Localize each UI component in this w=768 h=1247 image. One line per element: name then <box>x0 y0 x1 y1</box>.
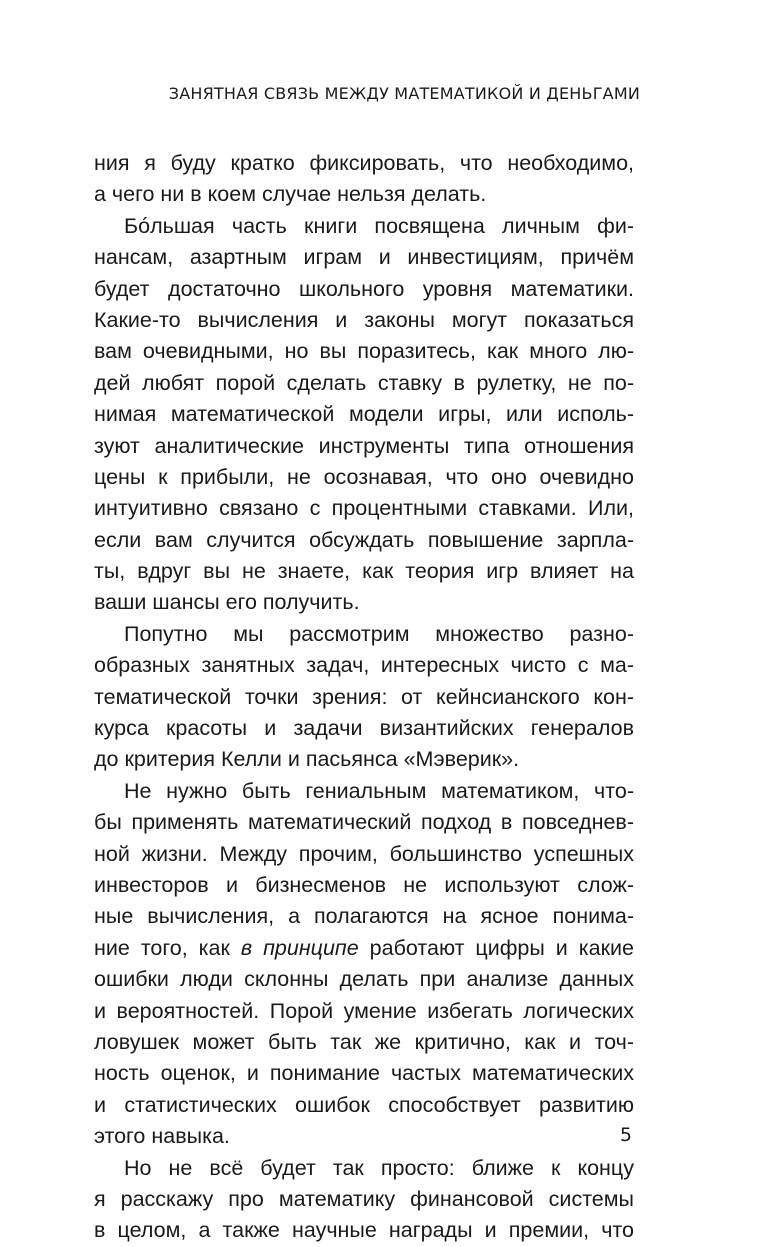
text-line: ной жизни. Между прочим, большинство успешных <box>94 841 634 866</box>
text-line: в целом, а также научные награды и премии, что <box>94 1218 634 1243</box>
text-line <box>94 933 634 964</box>
text-line: будет достаточно школьного уровня математики. <box>94 276 634 301</box>
text-line: и вероятностей. Порой умение избегать логических <box>94 998 634 1023</box>
text-line: бы применять математический подход в повседнев- <box>94 810 634 835</box>
text-line: вам очевидными, но вы поразитесь, как много лю- <box>94 339 634 364</box>
text-line: и статистических ошибок способствует развитию <box>94 1092 634 1117</box>
text-line: я расскажу про математику финансовой системы <box>94 1186 634 1211</box>
text-line: цены к прибыли, не осознавая, что оно очевидно <box>94 464 634 489</box>
text-line: дей любят порой сделать ставку в рулетку, не по- <box>94 370 634 395</box>
text-line: этого навыка. <box>94 1124 230 1149</box>
text-line: тематической точки зрения: от кейнсианского кон- <box>94 684 634 709</box>
italic-emphasis: в принципе <box>240 935 359 960</box>
text-line: если вам случится обсуждать повышение зарпла- <box>94 527 634 552</box>
text-line: ния я буду кратко фиксировать, что необходимо, <box>94 151 634 175</box>
page-number: 5 <box>619 1124 632 1146</box>
text-segment: ние того, как <box>94 935 241 960</box>
text-line: ность оценок, и понимание частых математических <box>94 1061 634 1086</box>
text-line: ошибки люди склонны делать при анализе данных <box>94 967 634 992</box>
body-text <box>94 148 634 1247</box>
running-header: ЗАНЯТНАЯ СВЯЗЬ МЕЖДУ МАТЕМАТИКОЙ И ДЕНЬГАМИ <box>168 84 640 103</box>
text-line: курса красоты и задачи византийских генералов <box>94 716 634 741</box>
text-line: ты, вдруг вы не знаете, как теория игр влияет на <box>94 559 634 584</box>
text-line: ловушек может быть так же критично, как и точ- <box>94 1029 634 1054</box>
text-line: Не нужно быть гениальным математиком, что- <box>124 778 634 803</box>
text-line: ные вычисления, а полагаются на ясное понима- <box>94 904 634 929</box>
text-line: Но не всё будет так просто: ближе к концу <box>124 1155 634 1180</box>
text-segment: работают цифры и какие <box>358 935 634 960</box>
text-line: ваши шансы его получить. <box>94 590 360 615</box>
text-line: нимая математической модели игры, или исполь- <box>94 402 634 427</box>
text-line: а чего ни в коем случае нельзя делать. <box>94 182 487 207</box>
text-line: интуитивно связано с процентными ставками. Или, <box>94 496 634 521</box>
text-line: до критерия Келли и пасьянса «Мэверик». <box>94 747 520 772</box>
text-line: Попутно мы рассмотрим множество разно- <box>124 621 634 646</box>
text-line: нансам, азартным играм и инвестициям, причём <box>94 245 634 270</box>
text-line: Бóльшая часть книги посвящена личным фи- <box>124 213 634 238</box>
text-line: зуют аналитические инструменты типа отношения <box>94 433 634 458</box>
text-line: Какие-то вычисления и законы могут показаться <box>94 307 634 332</box>
text-line: образных занятных задач, интересных чисто с ма- <box>94 653 634 678</box>
text-line: инвесторов и бизнесменов не используют слож- <box>94 872 634 897</box>
